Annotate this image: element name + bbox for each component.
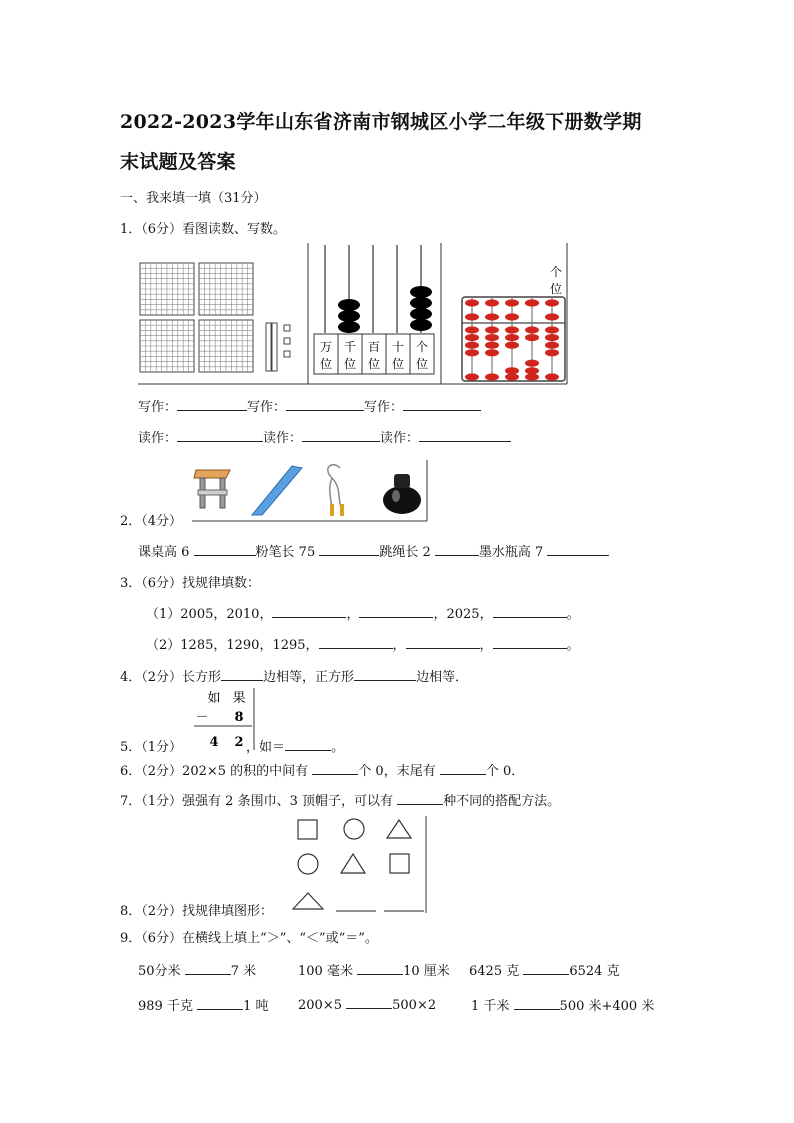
q9-r2-a-left: 989 千克 — [138, 999, 193, 1014]
q9-r1-c-right: 6524 克 — [569, 964, 620, 979]
q9-r2-b-right: 500×2 — [392, 998, 437, 1013]
q9-r2-c-left: 1 千米 — [471, 999, 510, 1014]
q3-row1-mid: 2025， — [446, 607, 493, 622]
square-icon — [298, 820, 317, 839]
unit-cube-icon — [284, 325, 290, 357]
q6-label: 6．（2分）202×5 的积的中间有 — [120, 764, 309, 779]
chalk-icon — [252, 466, 302, 515]
write-label-3: 写作： — [364, 400, 404, 415]
answer-blank[interactable] — [197, 996, 243, 1010]
q3-sep: ， — [392, 638, 406, 653]
place-label-ge-bottom: 位 — [415, 357, 429, 371]
circle-icon — [298, 854, 318, 874]
shape-pattern — [288, 816, 428, 914]
place-label-shi-bottom: 位 — [391, 357, 405, 371]
answer-blank[interactable] — [346, 995, 392, 1009]
q9-r2-c-right: 500 米+400 米 — [559, 999, 655, 1014]
q9-r2-a-right: 1 吨 — [243, 999, 269, 1014]
q7-label: 7．（1分）强强有 2 条围巾、3 顶帽子，可以有 — [120, 794, 393, 809]
answer-blank[interactable] — [493, 635, 567, 649]
answer-blank[interactable] — [354, 667, 416, 681]
q9-r1-b-left: 100 毫米 — [298, 964, 353, 979]
q5-end: 。 — [331, 740, 345, 755]
answer-blank[interactable] — [319, 635, 393, 649]
place-label-qian-top: 千 — [343, 340, 357, 354]
q3-end: 。 — [566, 638, 580, 653]
q7-end: 种不同的搭配方法。 — [443, 794, 561, 809]
place-label-bai-top: 百 — [367, 340, 381, 354]
answer-blank[interactable] — [285, 737, 331, 751]
place-label-qian-bottom: 位 — [343, 357, 357, 371]
q2-answer-row — [138, 541, 609, 560]
question-1-label: 1．（6分）看图读数、写数。 — [120, 222, 287, 237]
q9-row-2-b — [298, 995, 436, 1013]
q2-item-desk: 课桌高 6 — [138, 545, 190, 560]
q5-tail: ，如＝ — [246, 740, 286, 755]
q2-item-rope: 跳绳长 2 — [379, 545, 431, 560]
abacus — [462, 265, 565, 381]
q9-row-1-b — [298, 960, 450, 979]
place-label-wan-bottom: 位 — [319, 357, 333, 371]
q3-row-2 — [146, 634, 580, 653]
answer-blank[interactable] — [397, 791, 443, 805]
question-8-label: 8．（2分）找规律填图形： — [120, 904, 274, 919]
jump-rope-icon — [328, 465, 344, 516]
place-label-wan-top: 万 — [319, 340, 333, 354]
answer-blank[interactable] — [440, 761, 486, 775]
q3-end: 。 — [566, 607, 580, 622]
q2-item-bottle: 墨水瓶高 7 — [478, 545, 544, 560]
place-label-ge-top: 个 — [415, 340, 429, 354]
q9-r1-c-left: 6425 克 — [469, 964, 520, 979]
answer-blank[interactable] — [523, 961, 569, 975]
q3-row2-prefix: （2）1285，1290，1295， — [146, 638, 319, 653]
q4-label: 4．（2分）长方形 — [120, 670, 222, 685]
q3-sep: ， — [433, 607, 447, 622]
answer-blank[interactable] — [302, 428, 380, 442]
q4-end: 边相等． — [416, 670, 469, 685]
abacus-label-top: 个 — [549, 265, 563, 279]
answer-blank[interactable] — [312, 761, 358, 775]
q1-write-row — [138, 396, 481, 415]
ink-bottle-icon — [383, 474, 421, 514]
q5-label: 5．（1分） — [120, 740, 183, 755]
read-label-1: 读作： — [138, 431, 178, 446]
read-label-3: 读作： — [380, 431, 420, 446]
triangle-icon — [341, 854, 365, 873]
q6-mid: 个 0，末尾有 — [358, 764, 436, 779]
question-7 — [120, 790, 560, 809]
puzzle-char-guo: 果 — [232, 691, 246, 706]
q9-r2-b-left: 200×5 — [298, 998, 342, 1013]
q2-item-chalk: 粉笔长 75 — [255, 545, 316, 560]
write-label-2: 写作： — [247, 400, 287, 415]
puzzle-digit-2: 2 — [234, 735, 244, 750]
q9-r1-a-right: 7 米 — [230, 964, 257, 979]
q3-row-1 — [146, 603, 580, 622]
abacus-label-bottom: 位 — [549, 282, 563, 296]
write-label-1: 写作： — [138, 400, 178, 415]
read-label-2: 读作： — [263, 431, 303, 446]
answer-blank[interactable] — [547, 542, 609, 556]
q4-mid: 边相等，正方形 — [263, 670, 355, 685]
q3-row1-prefix: （1）2005，2010， — [146, 607, 273, 622]
q3-sep: ， — [479, 638, 493, 653]
question-4 — [120, 666, 468, 685]
answer-blank[interactable] — [514, 996, 560, 1010]
answer-blank[interactable] — [272, 604, 346, 618]
q9-row-2 — [138, 995, 269, 1014]
answer-blank[interactable] — [194, 542, 256, 556]
answer-blank[interactable] — [493, 604, 567, 618]
answer-blank[interactable] — [286, 397, 364, 411]
q9-row-2-c — [471, 995, 654, 1014]
place-label-shi-top: 十 — [391, 340, 405, 354]
square-icon — [390, 854, 409, 873]
puzzle-digit-8: 8 — [234, 710, 244, 725]
puzzle-minus: － — [195, 710, 209, 725]
q9-row-1 — [138, 960, 256, 979]
question-5 — [120, 736, 344, 755]
page-title-line2: 末试题及答案 — [120, 151, 236, 173]
q9-r1-b-right: 10 厘米 — [403, 964, 450, 979]
desk-icon — [194, 470, 230, 508]
question-2-label: 2．（4分） — [120, 514, 183, 529]
page-title-line1: 2022-2023学年山东省济南市钢城区小学二年级下册数学期 — [120, 111, 642, 133]
answer-blank[interactable] — [185, 961, 231, 975]
answer-blank[interactable] — [419, 428, 511, 442]
place-value-counter — [314, 245, 434, 374]
question-6 — [120, 760, 524, 779]
answer-blank[interactable] — [319, 542, 379, 556]
answer-blank[interactable] — [177, 428, 263, 442]
puzzle-digit-4: 4 — [209, 735, 219, 750]
puzzle-char-ru: 如 — [207, 691, 221, 706]
question-3-label: 3．（6分）找规律填数： — [120, 576, 261, 591]
ten-stick-icon — [266, 323, 277, 371]
q9-row-1-c — [469, 960, 620, 979]
objects-figure — [192, 460, 428, 522]
q9-r1-a-left: 50分米 — [138, 964, 181, 979]
triangle-icon — [293, 893, 323, 909]
q3-sep: ， — [346, 607, 360, 622]
counting-figure — [138, 243, 568, 385]
answer-blank[interactable] — [221, 667, 263, 681]
q1-read-row — [138, 427, 511, 446]
answer-blank[interactable] — [435, 542, 479, 556]
triangle-icon — [387, 820, 411, 838]
answer-blank[interactable] — [357, 961, 403, 975]
answer-blank[interactable] — [403, 397, 481, 411]
answer-blank[interactable] — [177, 397, 247, 411]
circle-icon — [344, 819, 364, 839]
answer-blank[interactable] — [406, 635, 480, 649]
answer-blank[interactable] — [359, 604, 433, 618]
q6-end: 个 0． — [485, 764, 525, 779]
section-heading: 一、我来填一填（31分） — [120, 191, 267, 206]
hundred-block-icon — [140, 263, 253, 372]
question-9-label: 9．（6分）在横线上填上“＞”、“＜”或“＝”。 — [120, 931, 378, 946]
place-label-bai-bottom: 位 — [367, 357, 381, 371]
